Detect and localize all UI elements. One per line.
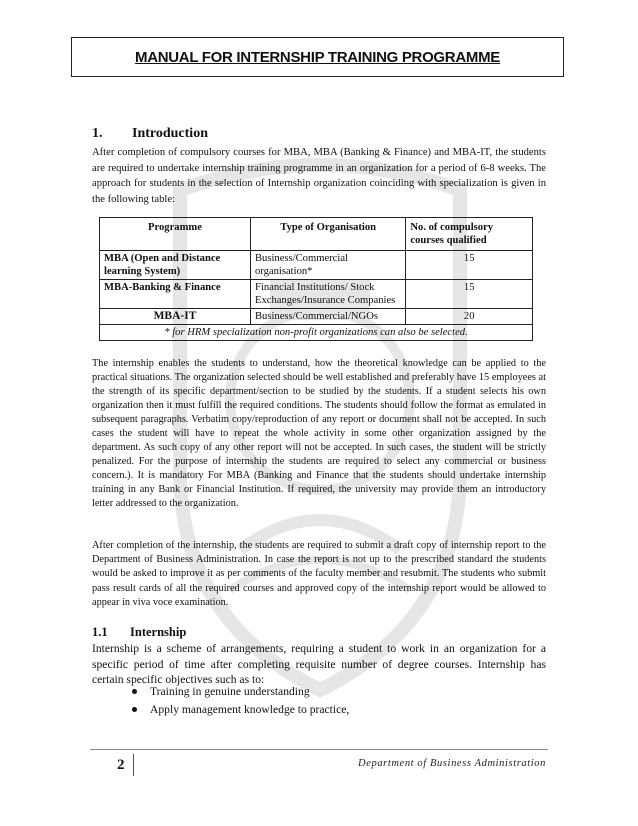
footer-divider (133, 754, 134, 776)
table-cell-count: 20 (406, 309, 533, 325)
table-header-programme: Programme (100, 218, 251, 251)
table-cell-type: Business/Commercial organisation* (250, 251, 405, 280)
list-item-text: Training in genuine understanding (150, 685, 310, 698)
body-paragraph-report-submission: After completion of the internship, the students are required to submit a draft copy of internship report to the Department of Business Administration. In case the report is not up to the prescribed standard the students would be asked to improve it as per comments of the faculty member and resubmit. The students who submit pass result cards of all the required courses and approved copy of the internship report would be allowed to appear in viva voce examination. (92, 540, 546, 608)
table-cell-programme: MBA-Banking & Finance (100, 280, 251, 309)
table-header-row (100, 218, 533, 251)
table-header-count: No. of compulsory courses qualified (406, 218, 533, 251)
footer-department: Department of Business Administration (358, 758, 546, 769)
table-row (100, 309, 533, 325)
section-number: 1. (92, 126, 103, 141)
bullet-icon (132, 689, 137, 694)
section-title: Introduction (132, 126, 208, 141)
title-box (71, 37, 564, 77)
table-footnote-row (100, 325, 533, 341)
table-cell-programme: MBA (Open and Distance learning System) (100, 251, 251, 280)
table-header-type: Type of Organisation (250, 218, 405, 251)
list-item (132, 683, 349, 701)
programme-table (99, 217, 533, 341)
intro-paragraph: After completion of compulsory courses for MBA, MBA (Banking & Finance) and MBA-IT, the students are required to undertake internship training programme in an organization for a period of 6-8 weeks. The approach for students in the selection of Internship organization coinciding with specialization is given in the following table: (92, 147, 546, 205)
table-row (100, 251, 533, 280)
table-cell-count: 15 (406, 280, 533, 309)
objectives-list (132, 683, 349, 719)
section-heading-introduction (92, 126, 208, 142)
internship-paragraph: Internship is a scheme of arrangements, requiring a student to work in an organization for a specific period of time after completing requisite number of degree courses. Internship has certain specific objectives such as to: (92, 642, 546, 687)
subsection-number: 1.1 (92, 625, 108, 639)
list-item-text: Apply management knowledge to practice, (150, 703, 350, 716)
table-cell-programme: MBA-IT (100, 309, 251, 325)
table-cell-type: Financial Institutions/ Stock Exchanges/Insurance Companies (250, 280, 405, 309)
table-cell-type: Business/Commercial/NGOs (250, 309, 405, 325)
page-number: 2 (117, 757, 125, 773)
table-cell-count: 15 (406, 251, 533, 280)
body-paragraph-internship-purpose: The internship enables the students to understand, how the theoretical knowledge can be applied to the practical situations. The organization selected should be well established and preferably have 15 employees at the strength of its specific department/section to be studied by the students. If a student selects his own organization then it must fulfill the required conditions. The students should follow the format as emulated in subsequent paragraphs. Verbatim copy/reproduction of any report or document shall not be accepted. In such cases the student will have to repeat the whole activity in some other organization assigned by the department. As such copy of any other report will not be accepted. In such cases, the student will be strictly penalized. For the purpose of internship the students are required to select any commercial or business concern.). It is mandatory For MBA (Banking and Finance that the students should undertake internship training in any Bank or Financial Institution. If required, the university may provide them an introductory letter addressed to the organization. (92, 358, 546, 509)
table-row (100, 280, 533, 309)
list-item (132, 701, 349, 719)
subsection-title: Internship (130, 625, 187, 639)
page-title: MANUAL FOR INTERNSHIP TRAINING PROGRAMME (135, 48, 500, 66)
bullet-icon (132, 707, 137, 712)
section-heading-internship (92, 625, 186, 640)
footer-rule (90, 749, 548, 750)
table-footnote: * for HRM specialization non-profit organizations can also be selected. (100, 325, 533, 341)
